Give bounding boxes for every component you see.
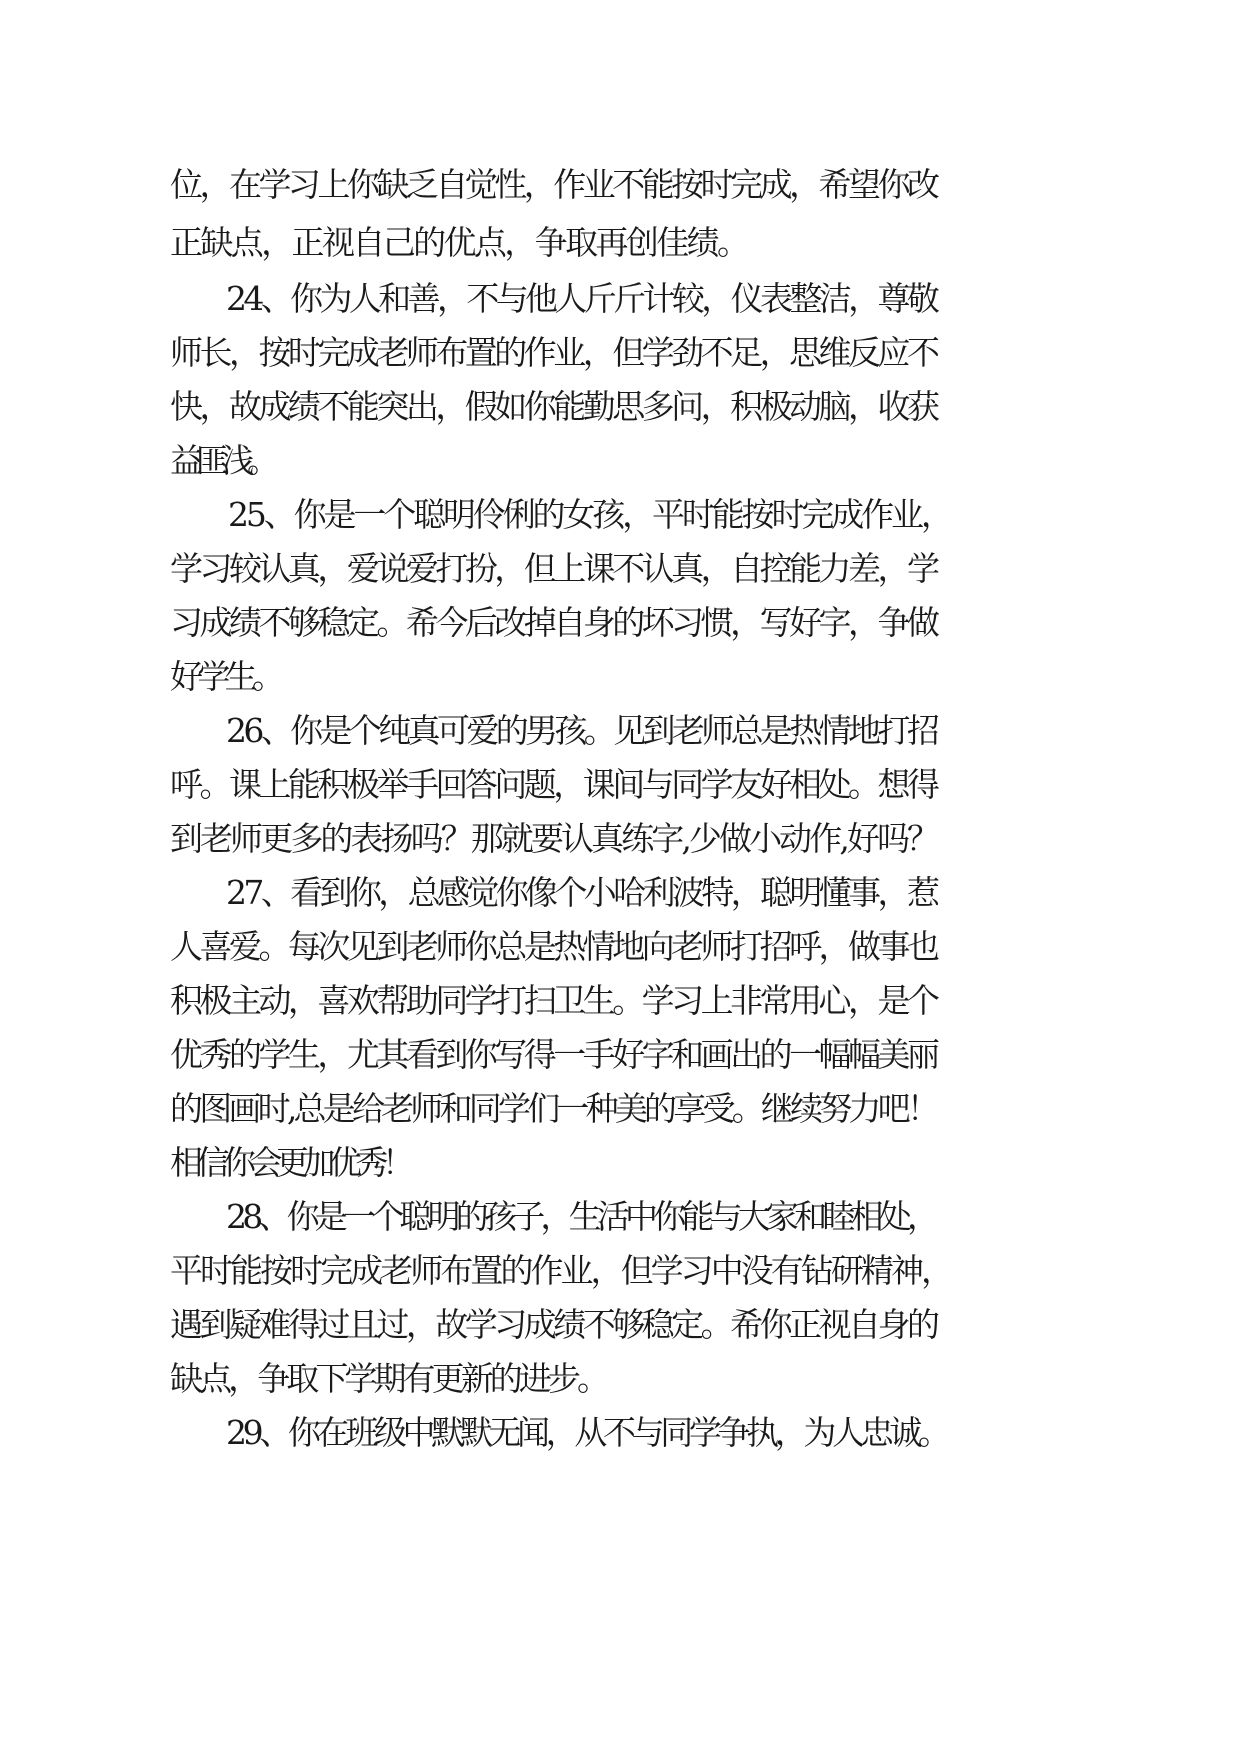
text-line [0, 971, 1241, 1031]
text-line [0, 213, 1241, 273]
line-text: 遇到疑难得过且过，故学习成绩不够稳定。希你正视自身的 [170, 1305, 937, 1344]
text-line [0, 377, 1241, 437]
line-text: 29、你在班级中默默无闻，从不与同学争执，为人忠诚。 [226, 1413, 947, 1452]
line-text: 的图画时,总是给老师和同学们一种美的享受。继续努力吧！ [170, 1089, 937, 1128]
line-text: 师长，按时完成老师布置的作业，但学劲不足，思维反应不 [170, 333, 937, 372]
text-line [0, 1403, 1241, 1463]
line-text: 好学生。 [170, 657, 280, 696]
line-text: 优秀的学生，尤其看到你写得一手好字和画出的一幅幅美丽 [170, 1035, 937, 1074]
text-line [0, 647, 1241, 707]
text-line [0, 1079, 1241, 1139]
line-text: 人喜爱。每次见到老师你总是热情地向老师打招呼，做事也 [170, 927, 937, 966]
line-text: 26、你是个纯真可爱的男孩。见到老师总是热情地打招 [226, 711, 937, 750]
line-text: 呼。课上能积极举手回答问题，课间与同学友好相处。想得 [170, 765, 937, 804]
text-line [0, 1187, 1241, 1247]
line-text: 28、你是一个聪明的孩子，生活中你能与大家和睦相处， [226, 1197, 936, 1236]
line-text: 缺点，争取下学期有更新的进步。 [170, 1359, 607, 1398]
text-line [0, 269, 1241, 329]
text-line [0, 917, 1241, 977]
line-text: 25、你是一个聪明伶俐的女孩，平时能按时完成作业， [228, 495, 951, 534]
line-text: 学习较认真，爱说爱打扮，但上课不认真，自控能力差，学 [170, 549, 937, 588]
line-text: 快，故成绩不能突出，假如你能勤思多问，积极动脑，收获 [170, 387, 937, 426]
text-line [0, 1295, 1241, 1355]
text-line [0, 431, 1241, 491]
text-line [0, 1349, 1241, 1409]
text-line [0, 155, 1241, 215]
text-line [0, 755, 1241, 815]
text-line [0, 1025, 1241, 1085]
line-text: 位，在学习上你缺乏自觉性，作业不能按时完成，希望你改 [170, 165, 937, 204]
line-text: 相信你会更加优秀！ [170, 1143, 409, 1182]
text-line [0, 323, 1241, 383]
line-text: 习成绩不够稳定。希今后改掉自身的坏习惯，写好字，争做 [170, 603, 937, 642]
line-text: 到老师更多的表扬吗？那就要认真练字,少做小动作,好吗？ [170, 819, 938, 858]
line-text: 正缺点，正视自己的优点，争取再创佳绩。 [170, 223, 748, 262]
line-text: 益匪浅。 [170, 441, 273, 480]
line-text: 平时能按时完成老师布置的作业，但学习中没有钻研精神， [170, 1251, 952, 1290]
line-text: 积极主动，喜欢帮助同学打扫卫生。学习上非常用心，是个 [170, 981, 937, 1020]
text-line [0, 485, 1241, 545]
text-line [0, 701, 1241, 761]
text-line [0, 1133, 1241, 1193]
text-line [0, 809, 1241, 869]
text-line [0, 539, 1241, 599]
text-line [0, 593, 1241, 653]
line-text: 27、看到你，总感觉你像个小哈利波特，聪明懂事，惹 [226, 873, 937, 912]
line-text: 24、你为人和善，不与他人斤斤计较，仪表整洁，尊敬 [226, 279, 937, 318]
text-line [0, 1241, 1241, 1301]
text-line [0, 863, 1241, 923]
